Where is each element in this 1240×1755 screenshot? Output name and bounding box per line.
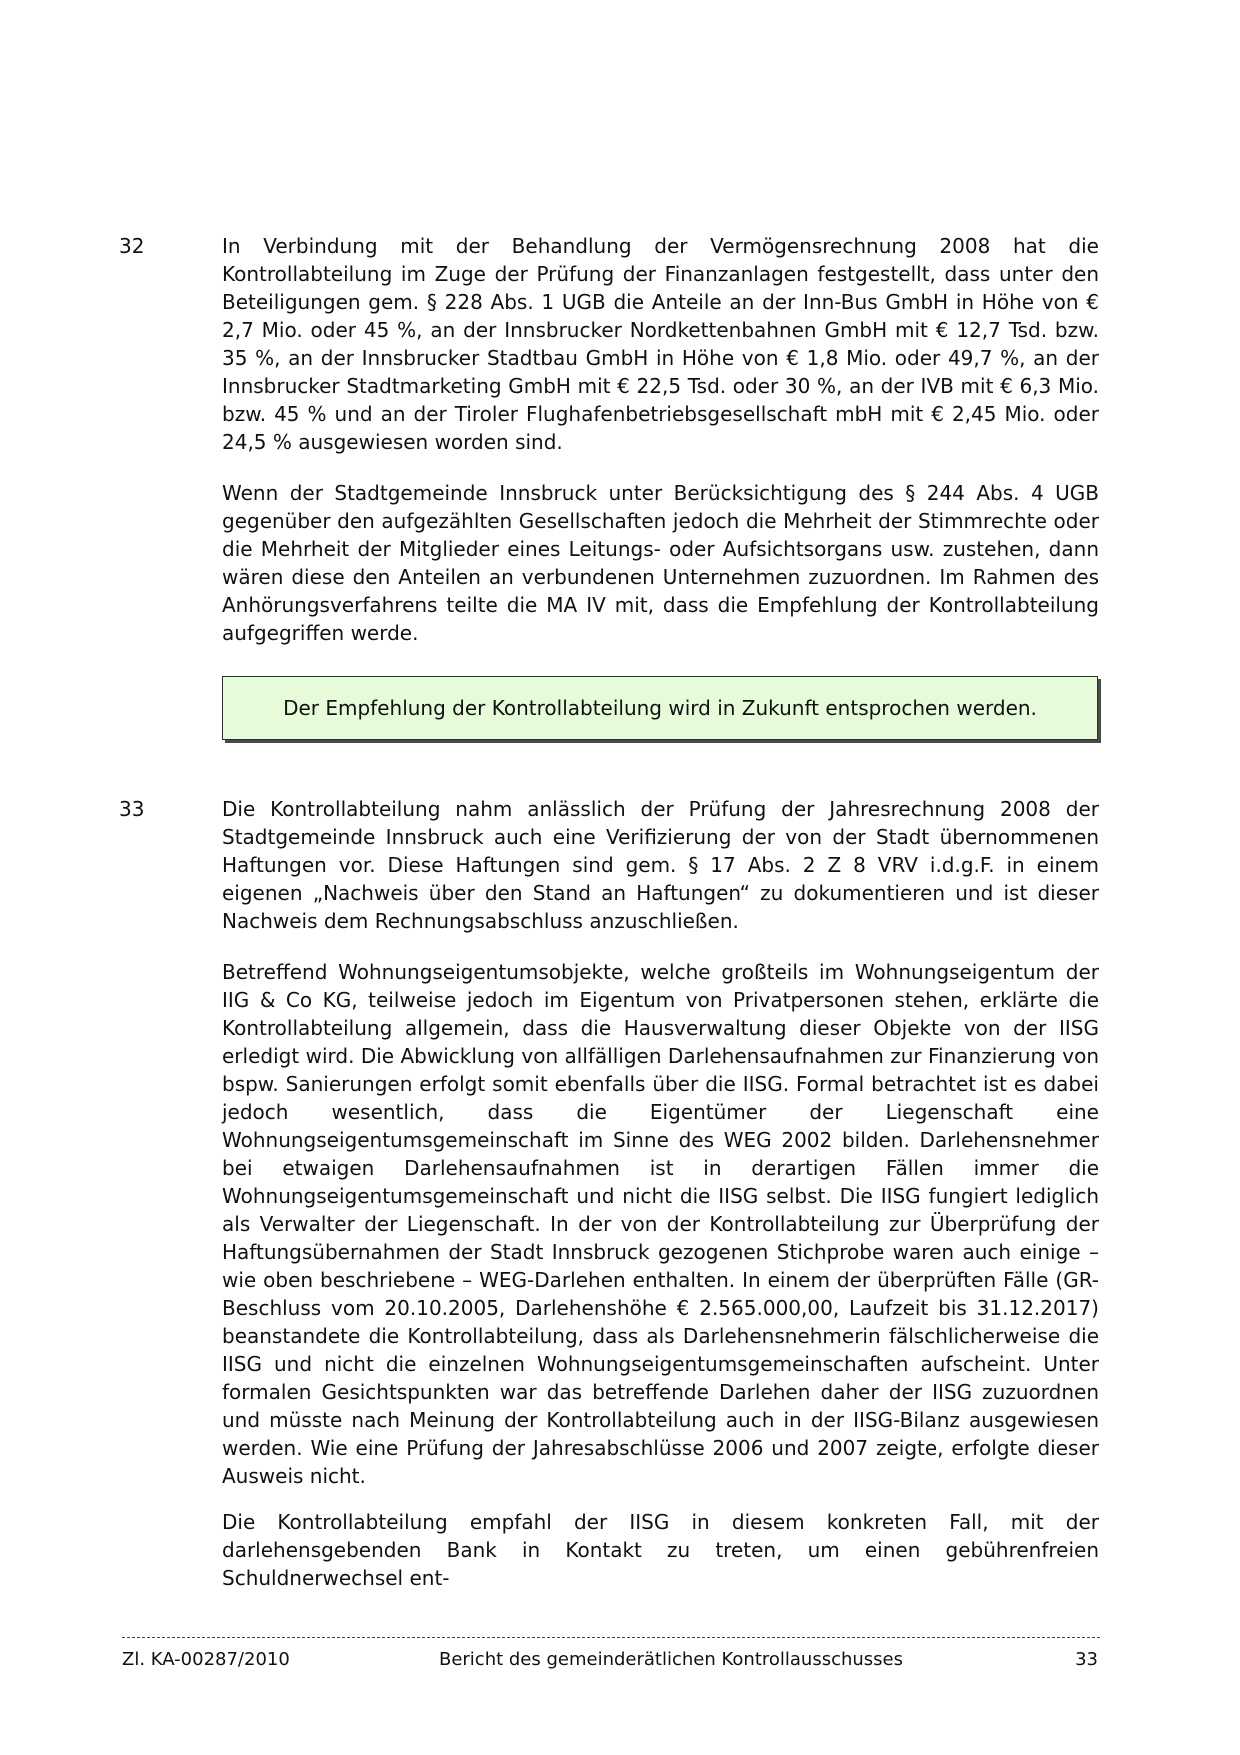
footer-title: Bericht des gemeinderätlichen Kontrollausschusses — [438, 1649, 904, 1670]
section-33-paragraph-2: Betreffend Wohnungseigentumsobjekte, welche großteils im Wohnungseigentum der IIG & Co KG, teilweise jedoch im Eigentum von Privatpersonen stehen, erklärte die Kontrollabteilung allgemein, dass die Hausverwaltung dieser Objekte von der IISG erledigt wird. Die Abwicklung von allfälligen Darlehensaufnahmen zur Finanzierung von bspw. Sanierungen erfolgt somit ebenfalls über die IISG. Formal betrachtet ist es dabei jedoch wesentlich, dass die Eigentümer der Liegenschaft eine Wohnungseigentumsgemeinschaft im Sinne des WEG 2002 bilden. Darlehensnehmer bei etwaigen Darlehensaufnahmen ist in derartigen Fällen immer die Wohnungseigentumsgemeinschaft und nicht die IISG selbst. Die IISG fungiert lediglich als Verwalter der Liegenschaft. In der von der Kontrollabteilung zur Überprüfung der Haftungsübernahmen der Stadt Innsbruck gezogenen Stichprobe waren auch einige – wie oben beschriebene – WEG-Darlehen enthalten. In einem der überprüften Fälle (GR-Beschluss vom 20.10.2005, Darlehenshöhe € 2.565.000,00, Laufzeit bis 31.12.2017) beanstandete die Kontrollabteilung, dass als Darlehensnehmerin fälschlicherweise die IISG und nicht die einzelnen Wohnungseigentumsgemeinschaften aufscheint. Unter formalen Gesichtspunkten war das betreffende Darlehen daher der IISG zuzuordnen und müsste nach Meinung der Kontrollabteilung auch in der IISG-Bilanz ausgewiesen werden. Wie eine Prüfung der Jahresabschlüsse 2006 und 2007 zeigte, erfolgte dieser Ausweis nicht. — [222, 960, 1099, 1488]
section-32-paragraph-2: Wenn der Stadtgemeinde Innsbruck unter Berücksichtigung des § 244 Abs. 4 UGB gegenüber den aufgezählten Gesellschaften jedoch die Mehrheit der Stimmrechte oder die Mehrheit der Mitglieder eines Leitungs- oder Aufsichtsorgans usw. zustehen, dann wären diese den Anteilen an verbundenen Unternehmen zuzuordnen. Im Rahmen des Anhörungsverfahrens teilte die MA IV mit, dass die Empfehlung der Kontrollabteilung aufgegriffen werde. — [222, 481, 1099, 645]
footer-reference: Zl. KA-00287/2010 — [122, 1649, 290, 1670]
section-32-paragraph-1: In Verbindung mit der Behandlung der Vermögensrechnung 2008 hat die Kontrollabteilung im Zuge der Prüfung der Finanzanlagen festgestellt, dass unter den Beteiligungen gem. § 228 Abs. 1 UGB die Anteile an der Inn-Bus GmbH in Höhe von € 2,7 Mio. oder 45 %, an der Innsbrucker Nordkettenbahnen GmbH mit € 12,7 Tsd. bzw. 35 %, an der Innsbrucker Stadtbau GmbH in Höhe von € 1,8 Mio. oder 49,7 %, an der Innsbrucker Stadtmarketing GmbH mit € 22,5 Tsd. oder 30 %, an der IVB mit € 6,3 Mio. bzw. 45 % und an der Tiroler Flughafenbetriebsgesellschaft mbH mit € 2,45 Mio. oder 24,5 % ausgewiesen worden sind. — [222, 234, 1099, 454]
section-number-33: 33 — [119, 797, 145, 821]
section-number-32: 32 — [119, 234, 145, 258]
footer-page-number: 33 — [1075, 1649, 1098, 1670]
footer-divider — [122, 1637, 1100, 1638]
recommendation-callout-text: Der Empfehlung der Kontrollabteilung wird in Zukunft entsprochen werden. — [283, 696, 1037, 720]
section-33-paragraph-3: Die Kontrollabteilung empfahl der IISG in diesem konkreten Fall, mit der darlehensgebenden Bank in Kontakt zu treten, um einen gebührenfreien Schuldnerwechsel ent- — [222, 1510, 1099, 1590]
section-33-paragraph-1: Die Kontrollabteilung nahm anlässlich der Prüfung der Jahresrechnung 2008 der Stadtgemeinde Innsbruck auch eine Verifizierung der von der Stadt übernommenen Haftungen vor. Diese Haftungen sind gem. § 17 Abs. 2 Z 8 VRV i.d.g.F. in einem eigenen „Nachweis über den Stand an Haftungen“ zu dokumentieren und ist dieser Nachweis dem Rechnungsabschluss anzuschließen. — [222, 797, 1099, 933]
recommendation-callout — [222, 676, 1098, 740]
